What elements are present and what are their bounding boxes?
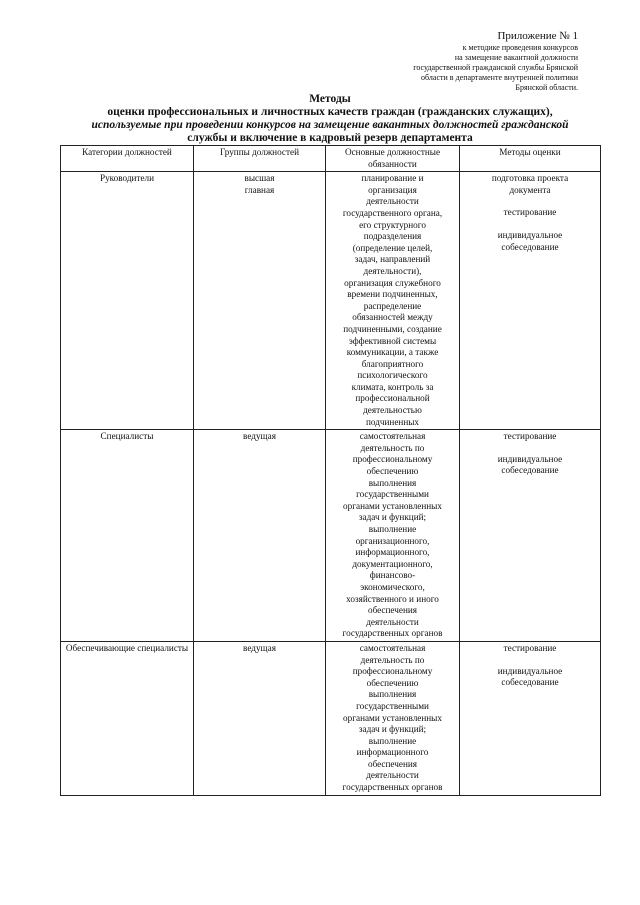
duty-line: органами установленных <box>343 712 442 723</box>
cell-group <box>194 641 326 795</box>
duty-line: выполнения <box>368 477 417 488</box>
duty-line: государственного органа, <box>342 207 443 218</box>
duty-line: задач и функций; <box>358 512 427 523</box>
duty-line: профессиональному <box>352 454 433 465</box>
cell-group <box>194 430 326 642</box>
cell-duties <box>326 430 460 642</box>
table-row <box>61 430 601 642</box>
duty-line: обязанностей между <box>352 312 433 323</box>
method-line <box>463 443 597 454</box>
method-line: индивидуальное <box>497 229 563 240</box>
cell-category: Руководители <box>61 172 194 430</box>
duty-line: деятельность по <box>360 654 425 665</box>
duty-line: органами установленных <box>343 500 442 511</box>
title-line: оценки профессиональных и личностных качеств граждан (гражданских служащих), <box>107 106 553 118</box>
duty-line: экономического, <box>360 581 425 592</box>
duty-line: (определение целей, <box>352 242 433 253</box>
appendix-line: Брянской области. <box>515 83 578 92</box>
method-line: собеседование <box>501 465 559 476</box>
duty-line: деятельность по <box>360 442 425 453</box>
duty-line: хозяйственного и иного <box>346 593 439 604</box>
duty-line: финансово- <box>369 570 416 581</box>
method-line: собеседование <box>501 677 559 688</box>
group-line: главная <box>244 184 275 195</box>
header-methods: Методы оценки <box>460 146 601 172</box>
duty-line: благоприятного <box>361 358 424 369</box>
duty-line: времени подчиненных, <box>347 289 438 300</box>
cell-methods <box>460 430 601 642</box>
header-category: Категории должностей <box>61 146 194 172</box>
duty-line: выполнение <box>368 524 417 534</box>
duty-line: профессиональной <box>355 393 430 404</box>
cell-category: Обеспечивающие специалисты <box>61 641 194 795</box>
duty-line: обеспечения <box>367 605 418 616</box>
duty-line: выполнение <box>368 735 417 746</box>
method-line: индивидуальное <box>497 453 563 464</box>
duty-line: самостоятельная <box>359 642 426 653</box>
duty-line: распределение <box>363 300 422 311</box>
duty-line: государственными <box>356 489 429 500</box>
appendix-number: Приложение № 1 <box>497 30 578 42</box>
duty-line: эффективной системы <box>348 335 437 346</box>
duty-line: информационного <box>356 747 429 758</box>
duty-line: самостоятельная <box>359 431 426 442</box>
group-line: ведущая <box>243 642 276 653</box>
cell-duties <box>326 172 460 430</box>
table-row <box>61 172 601 430</box>
duty-line: задач и функций; <box>358 724 427 735</box>
duty-line: обеспечению <box>366 677 419 688</box>
duty-line: обеспечения <box>367 758 418 769</box>
duty-line: задач, направлений <box>354 254 431 265</box>
method-line: документа <box>509 184 551 195</box>
duty-line: государственных органов <box>342 628 443 639</box>
title-line: службы и включение в кадровый резерв департамента <box>187 132 473 144</box>
duty-line: государственных органов <box>342 782 443 793</box>
cell-group <box>194 172 326 430</box>
cell-methods <box>460 641 601 795</box>
appendix-block <box>413 30 578 93</box>
duty-line: деятельности <box>366 770 419 781</box>
method-line <box>463 655 597 666</box>
duty-line: обеспечению <box>366 466 419 477</box>
duty-line: организация служебного <box>344 277 441 288</box>
cell-category: Специалисты <box>61 430 194 642</box>
method-line <box>463 219 597 230</box>
duty-line: документационного, <box>352 558 433 569</box>
appendix-line: области в департаменте внутренней политики <box>421 73 578 82</box>
duty-line: психологического <box>357 370 428 381</box>
title-line: Методы <box>309 93 351 105</box>
table-row <box>61 641 601 795</box>
cell-methods <box>460 172 601 430</box>
header-duties: Основные должностные обязанности <box>326 146 460 172</box>
method-line <box>463 196 597 207</box>
method-line: подготовка проекта <box>491 173 569 184</box>
methods-table <box>60 145 601 796</box>
duty-line: организация <box>368 184 417 195</box>
group-line: высшая <box>244 173 275 184</box>
duty-line: деятельности <box>366 196 419 207</box>
cell-duties <box>326 641 460 795</box>
duty-line: подчиненных <box>365 416 420 427</box>
duty-line: его структурного <box>359 219 426 230</box>
duty-line: коммуникации, а также <box>346 347 439 358</box>
duty-line: климата, контроль за <box>351 381 434 392</box>
method-line: тестирование <box>503 431 557 442</box>
method-line: тестирование <box>503 207 557 218</box>
duty-line: подразделения <box>363 231 422 242</box>
appendix-line: к методике проведения конкурсов <box>462 43 578 52</box>
duty-line: профессиональному <box>352 666 433 677</box>
duty-line: государственными <box>356 700 429 711</box>
duty-line: подчиненными, создание <box>343 323 442 334</box>
table-header-row <box>61 146 601 172</box>
duty-line: выполнения <box>368 689 417 700</box>
header-group: Группы должностей <box>194 146 326 172</box>
duty-line: деятельностью <box>363 405 422 416</box>
duty-line: организационного, <box>355 535 430 546</box>
duty-line: деятельности <box>366 616 419 627</box>
duty-line: деятельности), <box>363 265 422 276</box>
title-line: используемые при проведении конкурсов на замещение вакантных должностей гражданской <box>91 119 569 131</box>
appendix-line: на замещение вакантной должности <box>454 53 578 62</box>
group-line: ведущая <box>243 431 276 442</box>
duty-line: информационного, <box>355 547 430 558</box>
document-title <box>60 93 600 145</box>
duty-line: планирование и <box>361 173 424 184</box>
method-line: индивидуальное <box>497 665 563 676</box>
method-line: тестирование <box>503 642 557 653</box>
method-line: собеседование <box>501 241 559 252</box>
appendix-line: государственной гражданской службы Брянской <box>413 63 578 72</box>
